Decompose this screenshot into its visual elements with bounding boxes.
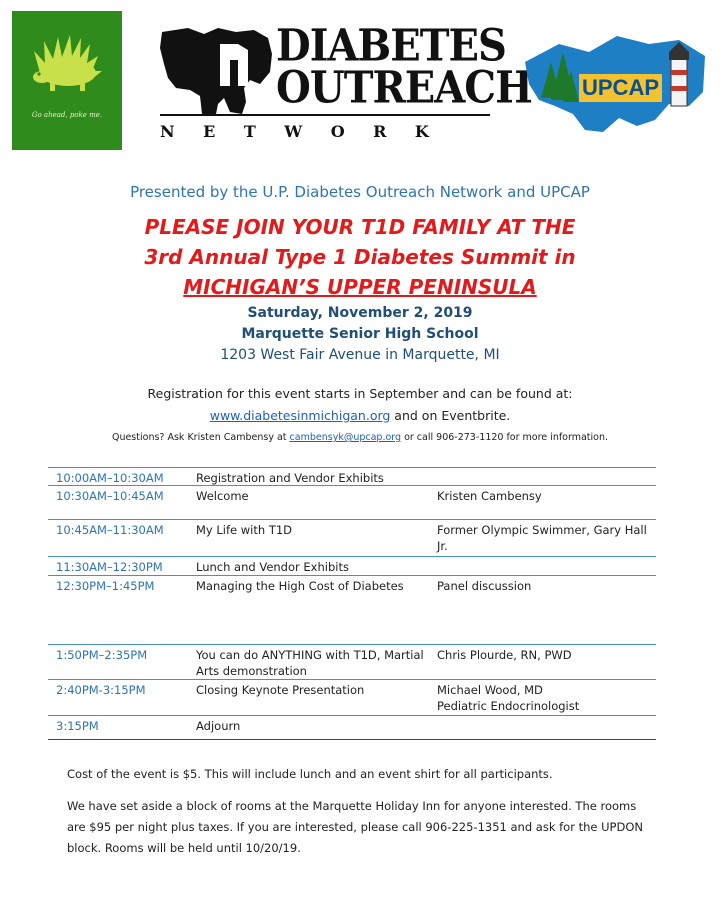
registration-link-suffix: and on Eventbrite.	[390, 408, 511, 423]
questions-suffix: or call 906-273-1120 for more information.	[401, 432, 609, 443]
schedule-event: Welcome	[196, 489, 249, 503]
registration-website-link[interactable]: www.diabetesinmichigan.org	[209, 408, 391, 423]
questions-line	[0, 432, 720, 443]
schedule-event: Lunch and Vendor Exhibits	[196, 560, 349, 574]
schedule-speaker: Panel discussion	[437, 579, 532, 593]
schedule-row	[48, 519, 656, 556]
schedule-speaker: Chris Plourde, RN, PWD	[437, 648, 572, 662]
logo-network-text: NETWORK	[160, 122, 458, 141]
hedgehog-icon	[12, 11, 122, 111]
schedule-row	[48, 679, 656, 715]
schedule-row	[48, 556, 656, 575]
schedule-event: My Life with T1D	[196, 523, 293, 537]
schedule-time: 10:45AM–11:30AM	[56, 523, 164, 537]
event-venue: Marquette Senior High School	[241, 326, 479, 342]
schedule-table	[48, 467, 656, 740]
upcap-logo-text: UPCAP	[579, 74, 662, 102]
schedule-row	[48, 644, 656, 679]
schedule-event: Adjourn	[196, 719, 241, 733]
schedule-speaker: Former Olympic Swimmer, Gary Hall Jr.	[437, 523, 647, 553]
schedule-speaker: Michael Wood, MD Pediatric Endocrinologist	[437, 683, 580, 713]
schedule-time: 2:40PM-3:15PM	[56, 683, 146, 697]
up-map-icon	[158, 24, 276, 116]
questions-prefix: Questions? Ask Kristen Cambensy at	[111, 432, 290, 443]
schedule-row	[48, 575, 656, 644]
schedule-time: 10:30AM–10:45AM	[56, 489, 164, 503]
presented-by-line: Presented by the U.P. Diabetes Outreach Network and UPCAP	[130, 183, 590, 201]
schedule-event: Closing Keynote Presentation	[196, 683, 365, 697]
up-diabetes-outreach-network-logo	[158, 19, 532, 147]
schedule-event: You can do ANYTHING with T1D, Martial Arts demonstration	[196, 648, 424, 678]
headline-line-3: MICHIGAN’S UPPER PENINSULA	[183, 275, 537, 299]
schedule-row	[48, 467, 656, 485]
schedule-event: Managing the High Cost of Diabetes	[196, 579, 404, 593]
headline-line-1: PLEASE JOIN YOUR T1D FAMILY AT THE	[144, 215, 576, 239]
upcap-logo	[519, 22, 711, 138]
registration-info: Registration for this event starts in September and can be found at:	[147, 386, 573, 401]
schedule-event: Registration and Vendor Exhibits	[196, 471, 384, 485]
hotel-paragraph: We have set aside a block of rooms at the Marquette Holiday Inn for anyone interested. The rooms are $95 per night plus taxes. If you are interested, please call 906-225-1351 and ask for the UPDON block. Rooms will be held until 10/20/19.	[67, 799, 643, 855]
schedule-time: 12:30PM–1:45PM	[56, 579, 155, 593]
hedgehog-logo	[12, 11, 122, 150]
logo-tagline: Go ahead, poke me.	[31, 111, 103, 119]
registration-link-line	[0, 408, 720, 423]
logo-outreach-text: OUTREACH	[276, 61, 532, 114]
event-address: 1203 West Fair Avenue in Marquette, MI	[220, 347, 500, 363]
headline-line-2: 3rd Annual Type 1 Diabetes Summit in	[144, 245, 576, 269]
schedule-time: 10:00AM–10:30AM	[56, 471, 164, 485]
event-date: Saturday, November 2, 2019	[247, 305, 473, 321]
schedule-time: 1:50PM–2:35PM	[56, 648, 148, 662]
schedule-row	[48, 485, 656, 519]
cost-paragraph: Cost of the event is $5. This will include lunch and an event shirt for all participants.	[67, 767, 553, 781]
schedule-time: 11:30AM–12:30PM	[56, 560, 163, 574]
logo-diabetes-text: DIABETES	[276, 19, 506, 72]
schedule-row	[48, 715, 656, 740]
contact-email-link[interactable]: cambensyk@upcap.org	[289, 432, 402, 443]
schedule-speaker: Kristen Cambensy	[437, 489, 542, 503]
logo-divider	[160, 114, 490, 116]
schedule-time: 3:15PM	[56, 719, 99, 733]
